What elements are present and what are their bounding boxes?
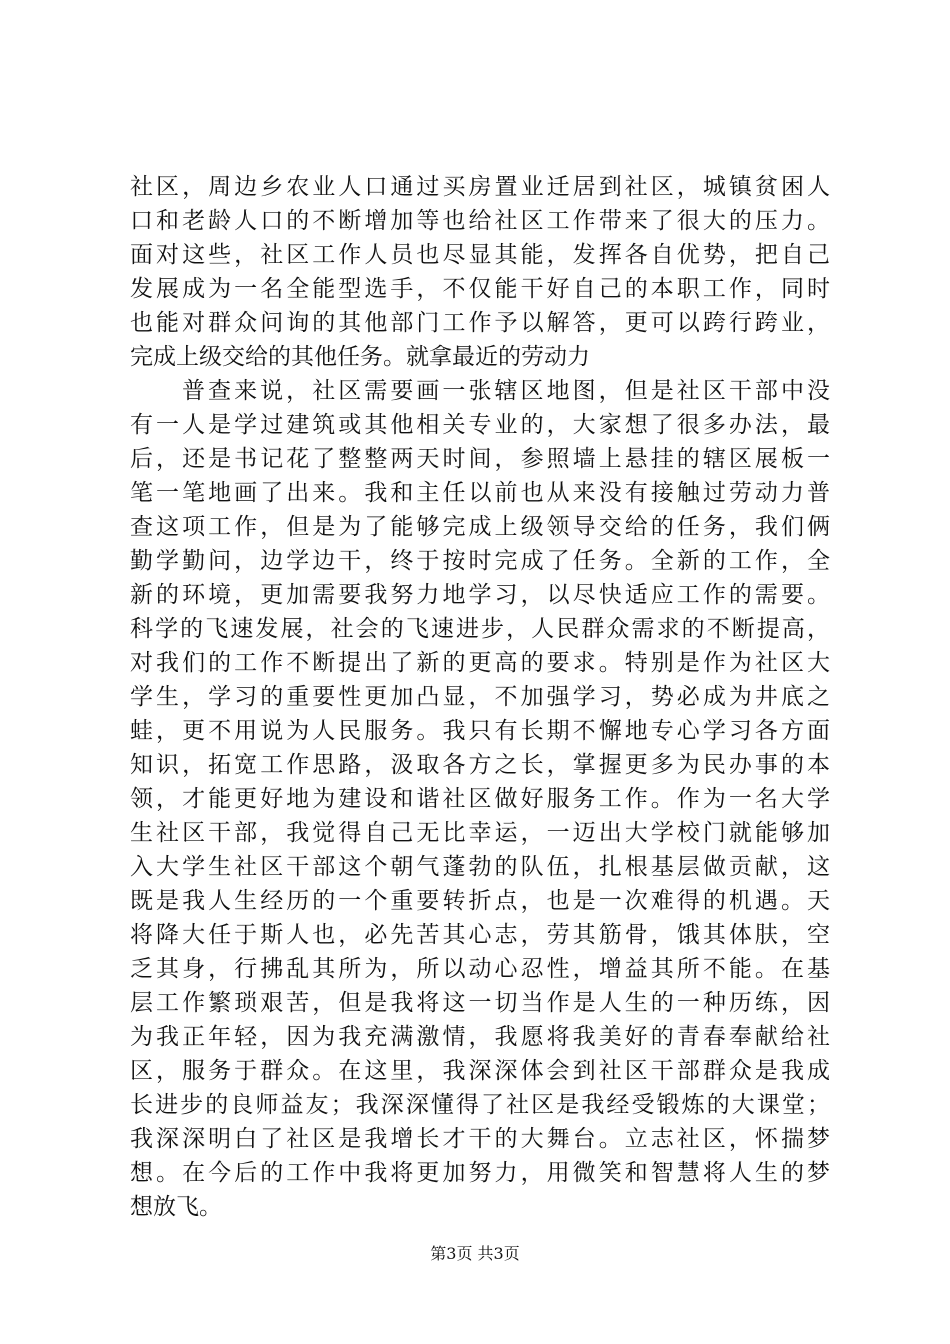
text-line: 蛙，更不用说为人民服务。我只有长期不懈地专心学习各方面	[130, 718, 830, 744]
text-line: 既是我人生经历的一个重要转折点，也是一次难得的机遇。天	[130, 888, 830, 914]
text-line: 发展成为一名全能型选手，不仅能干好自己的本职工作，同时	[130, 276, 830, 302]
text-line: 我深深明白了社区是我增长才干的大舞台。立志社区，怀揣梦	[130, 1126, 830, 1152]
text-line: 领，才能更好地为建设和谐社区做好服务工作。作为一名大学	[130, 786, 830, 812]
text-line: 长进步的良师益友；我深深懂得了社区是我经受锻炼的大课堂；	[130, 1092, 830, 1118]
text-line: 普查来说，社区需要画一张辖区地图，但是社区干部中没	[182, 378, 830, 404]
document-body	[130, 170, 830, 1224]
text-line: 新的环境，更加需要我努力地学习，以尽快适应工作的需要。	[130, 582, 830, 608]
text-line: 想。在今后的工作中我将更加努力，用微笑和智慧将人生的梦	[130, 1160, 830, 1186]
text-line: 有一人是学过建筑或其他相关专业的，大家想了很多办法，最	[130, 412, 830, 438]
text-line: 面对这些，社区工作人员也尽显其能，发挥各自优势，把自己	[130, 242, 830, 268]
text-line: 生社区干部，我觉得自己无比幸运，一迈出大学校门就能够加	[130, 820, 830, 846]
text-line: 勤学勤问，边学边干，终于按时完成了任务。全新的工作，全	[130, 548, 830, 574]
text-line: 科学的飞速发展，社会的飞速进步，人民群众需求的不断提高，	[130, 616, 830, 642]
page-indicator: 第3页 共3页	[430, 1244, 520, 1263]
text-line: 层工作繁琐艰苦，但是我将这一切当作是人生的一种历练，因	[130, 990, 830, 1016]
text-line: 对我们的工作不断提出了新的更高的要求。特别是作为社区大	[130, 650, 830, 676]
text-line: 笔一笔地画了出来。我和主任以前也从来没有接触过劳动力普	[130, 480, 830, 506]
text-line: 知识，拓宽工作思路，汲取各方之长，掌握更多为民办事的本	[130, 752, 830, 778]
text-line: 口和老龄人口的不断增加等也给社区工作带来了很大的压力。	[130, 208, 830, 234]
text-line: 也能对群众问询的其他部门工作予以解答，更可以跨行跨业，	[130, 310, 830, 336]
paragraph-1	[130, 170, 830, 374]
text-line: 乏其身，行拂乱其所为，所以动心忍性，增益其所不能。在基	[130, 956, 830, 982]
text-line: 完成上级交给的其他任务。就拿最近的劳动力	[130, 344, 590, 370]
text-line: 学生，学习的重要性更加凸显，不加强学习，势必成为井底之	[130, 684, 830, 710]
text-line: 后，还是书记花了整整两天时间，参照墙上悬挂的辖区展板一	[130, 446, 830, 472]
text-line: 为我正年轻，因为我充满激情，我愿将我美好的青春奉献给社	[130, 1024, 830, 1050]
text-line: 入大学生社区干部这个朝气蓬勃的队伍，扎根基层做贡献，这	[130, 854, 830, 880]
text-line: 社区，周边乡农业人口通过买房置业迁居到社区，城镇贫困人	[130, 174, 830, 200]
text-line: 查这项工作，但是为了能够完成上级领导交给的任务，我们俩	[130, 514, 830, 540]
page-footer	[0, 1244, 950, 1264]
text-line: 想放飞。	[130, 1194, 222, 1220]
text-line: 将降大任于斯人也，必先苦其心志，劳其筋骨，饿其体肤，空	[130, 922, 830, 948]
text-line: 区，服务于群众。在这里，我深深体会到社区干部群众是我成	[130, 1058, 830, 1084]
paragraph-2	[130, 374, 830, 1224]
